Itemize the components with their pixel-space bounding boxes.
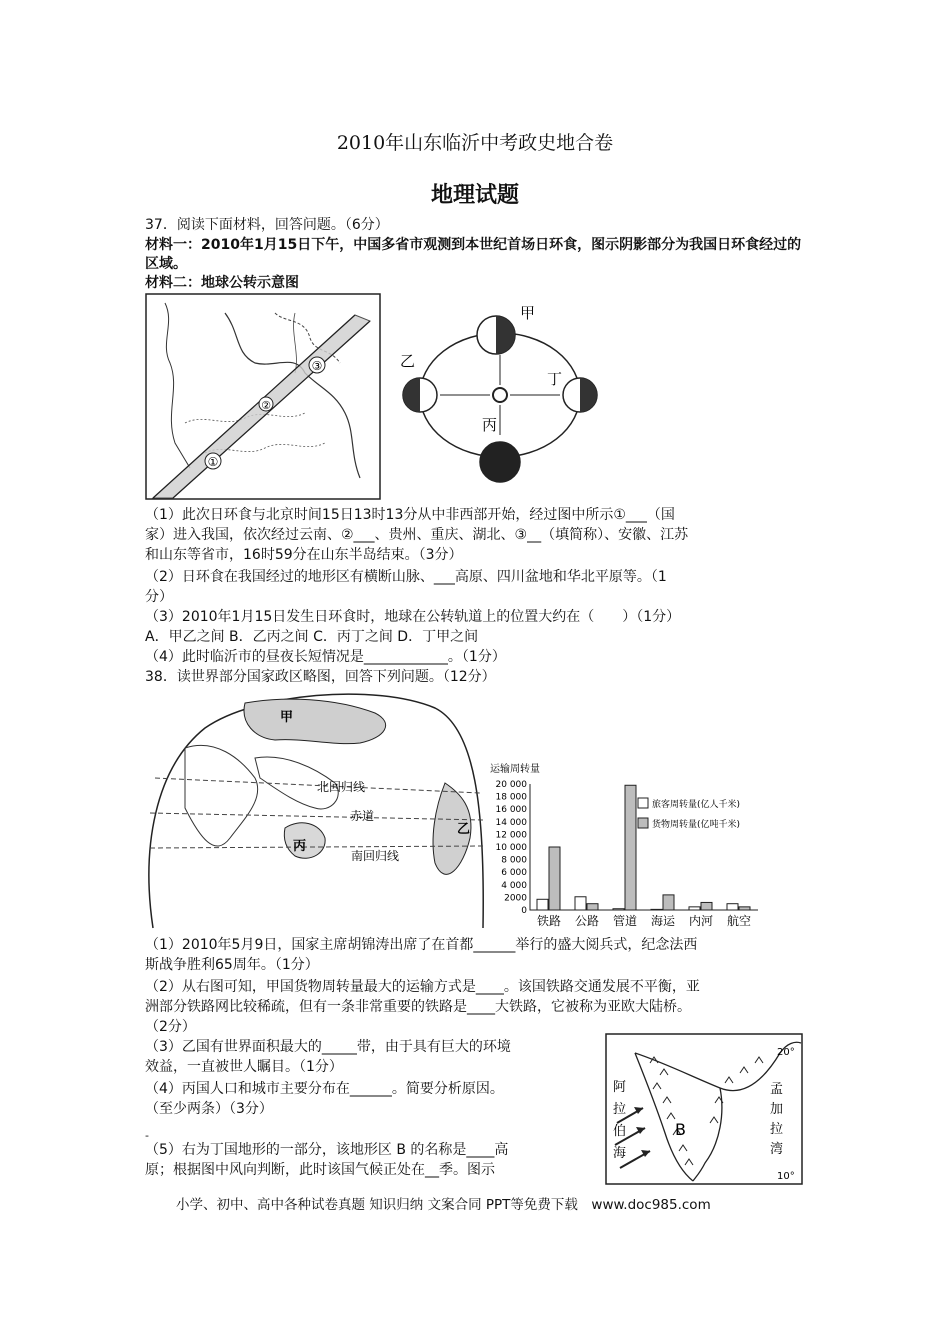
q37-sub2-line1: （2）日环食在我国经过的地形区有横断山脉、___高原、四川盆地和华北平原等。（1: [145, 569, 667, 585]
chart-ylabel: 运输周转量: [490, 764, 540, 775]
q37-sub2-line2: 分）: [145, 589, 173, 605]
legend-passenger: 旅客周转量(亿人千米): [652, 800, 741, 810]
q37-sub1-line1: （1）此次日环食与北京时间15日13时13分从中非西部开始，经过图中所示①___（国: [145, 507, 675, 523]
y-tick-label: 20 000: [495, 780, 527, 790]
exam-title: 2010年山东临沂中考政史地合卷: [336, 132, 614, 154]
map-label-2: ②: [261, 399, 271, 412]
q37-sub1-line3: 和山东等省市，16时59分在山东半岛结束。（3分）: [145, 547, 463, 563]
arabian-sea-2: 拉: [613, 1102, 627, 1117]
q37-stem: 37．阅读下面材料，回答问题。（6分）: [145, 217, 389, 233]
china-map-figure: [145, 293, 381, 500]
x-category-label: 内河: [688, 914, 714, 928]
q38-sub2-line3: （2分）: [145, 1019, 196, 1035]
world-label-yi: 乙: [457, 822, 471, 837]
footer-text: 小学、初中、高中各种试卷真题 知识归纳 文案合同 PPT等免费下载 www.doc985.com: [176, 1197, 711, 1213]
x-category-label: 公路: [574, 914, 600, 928]
bar-passenger: [537, 899, 548, 910]
transport-chart: [488, 760, 768, 935]
orbit-label-yi: 乙: [400, 352, 416, 370]
arabian-sea-4: 海: [613, 1146, 627, 1161]
arabian-sea-1: 阿: [613, 1080, 627, 1095]
india-label-b: B: [675, 1120, 686, 1139]
map-label-3: ③: [311, 359, 323, 373]
q38-sub1-line2: 斯战争胜利65周年。（1分）: [145, 957, 319, 973]
legend-freight: 货物周转量(亿吨千米): [652, 820, 741, 830]
y-tick-label: 6 000: [501, 868, 527, 879]
map-label-1: ①: [207, 455, 219, 469]
bar-freight: [549, 847, 560, 910]
world-label-jia: 甲: [280, 710, 294, 725]
world-label-equator: 赤道: [350, 809, 375, 823]
stray-mark: -: [145, 1129, 149, 1142]
q38-sub2-line2: 洲部分铁路网比较稀疏，但有一条非常重要的铁路是____大铁路，它被称为亚欧大陆桥。: [145, 999, 691, 1015]
q37-sub1-line2: 家）进入我国，依次经过云南、②___、贵州、重庆、湖北、③__（填简称）、安徽、江苏: [145, 527, 689, 543]
bar-passenger: [575, 897, 586, 910]
q37-sub4: （4）此时临沂市的昼夜长短情况是____________。（1分）: [145, 649, 506, 665]
q37-material1: 材料一：2010年1月15日下午，中国多省市观测到本世纪首场日环食，图示阴影部分为我国日环食经过的区域。: [145, 237, 802, 272]
world-label-tropic-south: 南回归线: [351, 849, 400, 863]
bay-bengal-2: 加: [770, 1102, 784, 1117]
bar-freight: [587, 904, 598, 910]
bar-freight: [625, 785, 636, 910]
y-tick-label: 18 000: [495, 792, 527, 803]
q38-sub3-line1: （3）乙国有世界面积最大的_____带，由于具有巨大的环境: [145, 1039, 511, 1055]
lat-20-label: 20°: [777, 1047, 795, 1058]
orbit-label-bing: 丙: [482, 416, 498, 434]
q37-options: A．甲乙之间 B．乙丙之间 C．丙丁之间 D．丁甲之间: [145, 629, 479, 645]
bay-bengal-4: 湾: [770, 1142, 784, 1157]
lat-10-label: 10°: [777, 1171, 795, 1182]
q37-material2: 材料二：地球公转示意图: [145, 275, 299, 291]
bar-passenger: [651, 909, 662, 910]
q37-sub3: （3）2010年1月15日发生日环食时，地球在公转轨道上的位置大约在（ ）（1分）: [145, 609, 681, 625]
bar-freight: [663, 895, 674, 910]
arabian-sea-3: 伯: [613, 1124, 627, 1139]
q38-stem: 38．读世界部分国家政区略图，回答下列问题。（12分）: [145, 669, 496, 685]
orbit-label-ding: 丁: [547, 370, 563, 388]
y-tick-label: 12 000: [495, 830, 527, 841]
earth-orbit-diagram: [390, 300, 615, 500]
world-label-bing: 丙: [293, 839, 307, 854]
india-map-figure: [605, 1033, 803, 1185]
y-tick-label: 8 000: [501, 855, 527, 866]
q38-sub5-line2: 原；根据图中风向判断，此时该国气候正处在__季。图示: [145, 1162, 495, 1178]
bar-freight: [739, 907, 750, 910]
x-category-label: 航空: [726, 914, 752, 928]
q38-sub1-line1: （1）2010年5月9日，国家主席胡锦涛出席了在首都______举行的盛大阅兵式，纪念法西: [145, 937, 698, 953]
bay-bengal-3: 拉: [770, 1122, 784, 1137]
y-tick-label: 10 000: [495, 843, 527, 853]
x-category-label: 管道: [612, 914, 638, 928]
q38-sub2-line1: （2）从右图可知，甲国货物周转量最大的运输方式是____。该国铁路交通发展不平衡，亚: [145, 979, 700, 995]
q38-sub3-line2: 效益，一直被世人瞩目。（1分）: [145, 1059, 343, 1075]
q38-sub4-line2: （至少两条）（3分）: [145, 1101, 273, 1117]
bar-passenger: [689, 907, 700, 910]
bay-bengal-1: 孟: [770, 1082, 784, 1097]
section-title: 地理试题: [430, 182, 519, 208]
x-category-label: 海运: [650, 914, 676, 928]
bar-passenger: [727, 904, 738, 910]
y-tick-label: 2000: [504, 893, 527, 904]
y-tick-label: 0: [521, 906, 527, 916]
orbit-label-jia: 甲: [520, 304, 536, 322]
q38-sub5-line1: （5）右为丁国地形的一部分，该地形区 B 的名称是____高: [145, 1142, 509, 1158]
bar-passenger: [613, 909, 624, 910]
bar-freight: [701, 902, 712, 910]
world-label-tropic-north: 北回归线: [317, 780, 366, 794]
y-tick-label: 14 000: [495, 817, 527, 828]
x-category-label: 铁路: [536, 914, 562, 928]
q38-sub4-line1: （4）丙国人口和城市主要分布在______。简要分析原因。: [145, 1081, 504, 1097]
y-tick-label: 16 000: [495, 805, 527, 816]
y-tick-label: 4 000: [501, 880, 527, 891]
world-map-figure: [145, 688, 485, 933]
